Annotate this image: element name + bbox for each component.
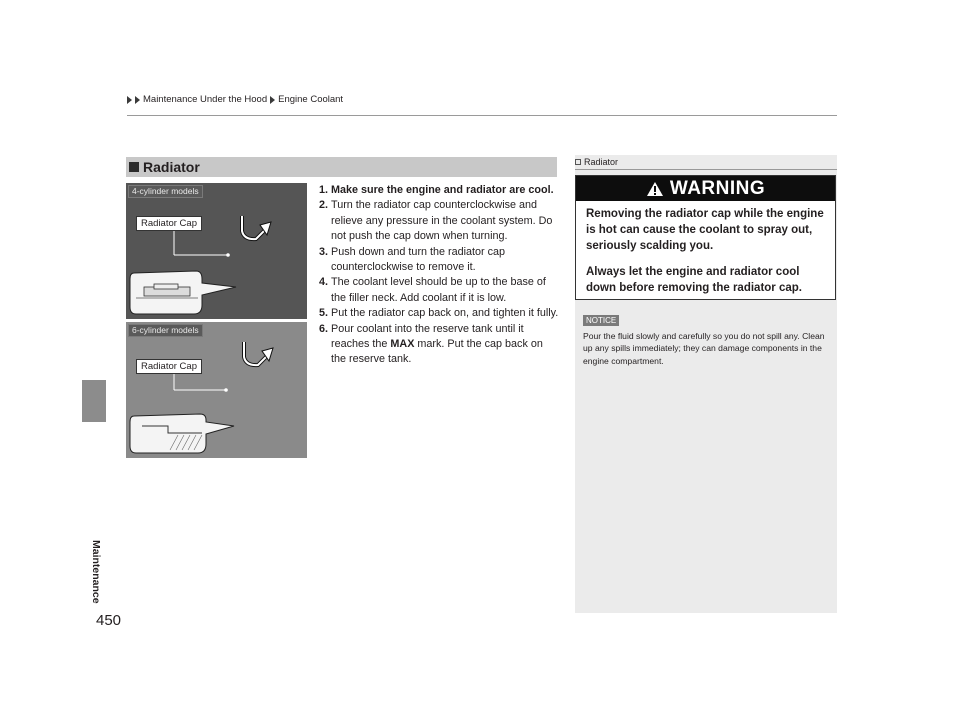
warning-triangle-icon — [646, 181, 664, 197]
warning-paragraph: Removing the radiator cap while the engine is hot can cause the coolant to spray out, seriously scalding you. — [586, 208, 824, 252]
model-label: 6-cylinder models — [128, 324, 203, 337]
step-item — [319, 245, 559, 276]
step-text: Turn the radiator cap counterclockwise and relieve any pressure in the coolant system. Do not push the cap down when turning. — [331, 199, 553, 243]
step-item — [319, 183, 559, 198]
warning-body — [576, 201, 835, 296]
notice-text: Pour the fluid slowly and carefully so you do not spill any. Clean up any spills immediately; they can damage components in the engine compartment. — [583, 331, 825, 366]
step-item — [319, 306, 559, 321]
warning-header — [576, 176, 835, 201]
step-text: Put the radiator cap back on, and tighten it fully. — [331, 307, 559, 320]
page-number: 450 — [96, 612, 122, 629]
section-marker-icon — [129, 162, 139, 172]
step-text: Push down and turn the radiator cap counterclockwise to remove it. — [331, 245, 506, 274]
breadcrumb-item[interactable]: Engine Coolant — [278, 94, 344, 105]
header-divider — [127, 115, 837, 116]
reference-icon — [575, 159, 581, 165]
step-number: 5. — [319, 307, 329, 320]
section-heading — [126, 157, 557, 177]
warning-box — [575, 175, 836, 300]
notice-badge: NOTICE — [583, 315, 619, 326]
section-title: Radiator — [143, 159, 200, 175]
warning-paragraph: Always let the engine and radiator cool down before removing the radiator cap. — [586, 266, 802, 294]
step-text-part: Pour coolant into the reserve tank until it reaches the — [331, 322, 524, 351]
breadcrumb-arrow-icon — [270, 96, 275, 104]
procedure-steps — [319, 183, 559, 368]
step-text-part: mark. Put the cap back on the reserve tank. — [331, 338, 543, 366]
warning-heading: WARNING — [669, 177, 766, 199]
step-number: 1. — [319, 184, 329, 196]
radiator-cap-diagram — [126, 183, 307, 319]
chapter-tab — [82, 380, 106, 422]
breadcrumb-arrow-icon — [127, 96, 132, 104]
illustration-6-cylinder — [126, 322, 307, 458]
step-number: 4. — [319, 276, 329, 289]
radiator-cap-callout: Radiator Cap — [136, 359, 202, 374]
model-label: 4-cylinder models — [128, 185, 203, 198]
chapter-label: Maintenance — [90, 540, 102, 604]
step-number: 2. — [319, 199, 329, 212]
max-mark-label: MAX — [390, 338, 415, 351]
side-note-title — [575, 157, 618, 167]
side-note-title-text: Radiator — [584, 157, 619, 167]
breadcrumb-item[interactable]: Maintenance Under the Hood — [143, 94, 268, 105]
step-item — [319, 322, 559, 368]
breadcrumb-arrow-icon — [135, 96, 140, 104]
illustration-4-cylinder — [126, 183, 307, 319]
step-text: The coolant level should be up to the base of the filler neck. Add coolant if it is low. — [331, 276, 546, 304]
breadcrumb — [127, 94, 343, 105]
step-number: 6. — [319, 322, 329, 335]
step-text: Make sure the engine and radiator are cool. — [331, 184, 554, 196]
step-item — [319, 275, 559, 306]
step-number: 3. — [319, 245, 329, 258]
side-note-divider — [575, 169, 837, 170]
step-item — [319, 198, 559, 244]
radiator-cap-diagram — [126, 322, 307, 458]
radiator-cap-callout: Radiator Cap — [136, 216, 202, 231]
step-text — [331, 322, 559, 368]
